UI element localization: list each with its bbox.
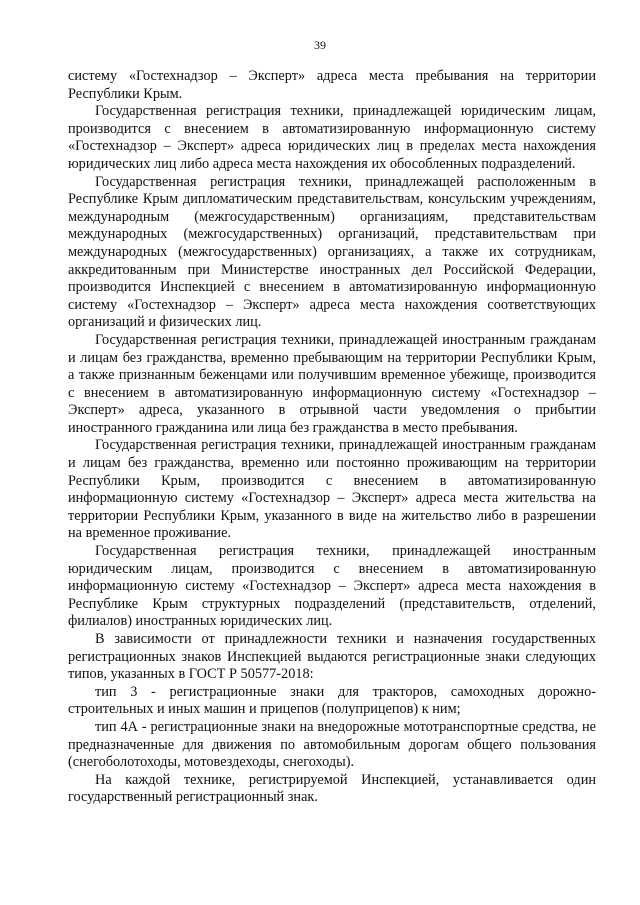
page-number: 39 (314, 38, 326, 52)
paragraph-diplomatic-missions: Государственная регистрация техники, принадлежащей расположенным в Республике Крым дипломатическим представительствам, консульским учреждениям, международным (межгосударственным) организациям, представительствам международных (межгосударственных) организаций, представительствам при международных (межгосударственных) организациях, а также их сотрудникам, аккредитованным при Министерстве иностранных дел Российской Федерации, производится Инспекцией с внесением в автоматизированную информационную систему «Гостехнадзор – Эксперт» адреса места нахождения соответствующих организаций и физических лиц. (68, 173, 596, 331)
paragraph-legal-entities: Государственная регистрация техники, принадлежащей юридическим лицам, производится с внесением в автоматизированную информационную систему «Гостехнадзор – Эксперт» адреса юридических лиц в пределах места нахождения юридических лиц либо адреса места нахождения их обособленных подразделений. (68, 103, 596, 172)
paragraph-foreign-residents: Государственная регистрация техники, принадлежащей иностранным гражданам и лицам без гражданства, временно или постоянно проживающим на территории Республики Крым, производится с внесением в автоматизированную информационную систему «Гостехнадзор – Эксперт» адреса места жительства на территории Республики Крым, указанного в виде на жительство либо в разрешении на временное проживание. (68, 437, 596, 542)
paragraph-foreign-temporary-stay: Государственная регистрация техники, принадлежащей иностранным гражданам и лицам без гражданства, временно пребывающим на территории Республики Крым, а также признанным беженцами или получившим временное убежище, производится с внесением в автоматизированную информационную систему «Гостехнадзор – Эксперт» адреса, указанного в отрывной части уведомления о прибытии иностранного гражданина или лица без гражданства в место пребывания. (68, 331, 596, 436)
paragraph-single-plate: На каждой технике, регистрируемой Инспекцией, устанавливается один государственный регистрационный знак. (68, 771, 596, 806)
paragraph-plate-types-intro: В зависимости от принадлежности техники и назначения государственных регистрационных знаков Инспекцией выдаются регистрационные знаки следующих типов, указанных в ГОСТ Р 50577-2018: (68, 631, 596, 683)
paragraph-plate-type-3: тип 3 - регистрационные знаки для тракторов, самоходных дорожно-строительных и иных машин и прицепов (полуприцепов) к ним; (68, 683, 596, 718)
document-body (68, 68, 596, 807)
paragraph-foreign-legal-entities: Государственная регистрация техники, принадлежащей иностранным юридическим лицам, производится с внесением в автоматизированную информационную систему «Гостехнадзор – Эксперт» адреса места нахождения в Республике Крым структурных подразделений (представительств, отделений, филиалов) иностранных юридических лиц. (68, 543, 596, 630)
paragraph-plate-type-4a: тип 4А - регистрационные знаки на внедорожные мототранспортные средства, не предназначенные для движения по автомобильным дорогам общего пользования (снегоболотоходы, мотовездеходы, снегоходы). (68, 718, 596, 771)
paragraph-continuation: систему «Гостехнадзор – Эксперт» адреса места пребывания на территории Республики Крым. (68, 68, 596, 102)
